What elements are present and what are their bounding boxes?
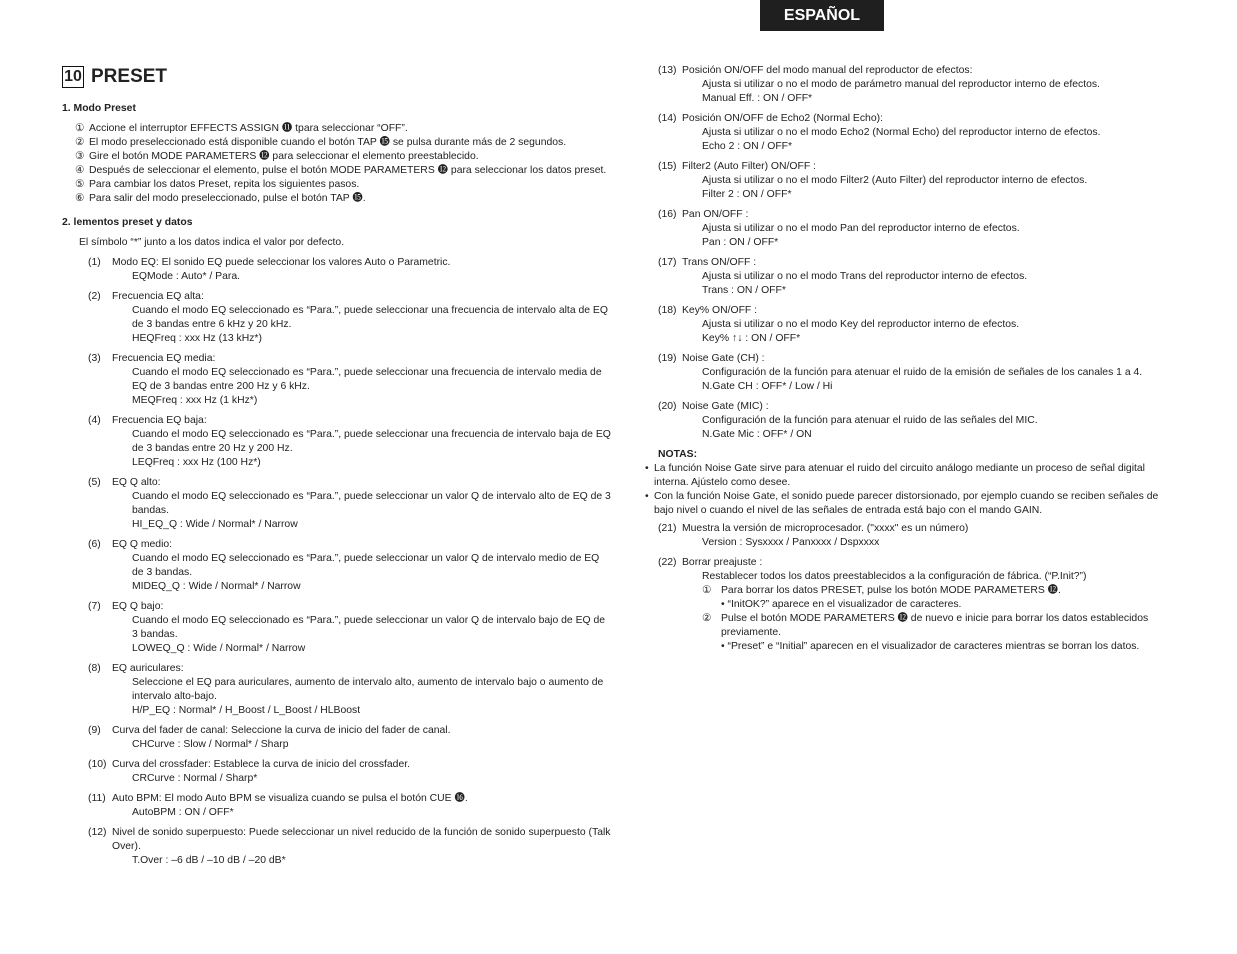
list-item — [658, 522, 1180, 550]
item-value: MIDEQ_Q : Wide / Normal* / Narrow — [132, 581, 301, 592]
step-text: Accione el interruptor EFFECTS ASSIGN ⓫ tpara seleccionar “OFF”. — [89, 123, 408, 134]
item-title: EQ auriculares: — [112, 663, 184, 674]
list-item — [62, 290, 612, 346]
item-number: (16) — [658, 209, 677, 220]
notes-list — [645, 462, 1180, 518]
item-number: (9) — [88, 725, 101, 736]
item-value: AutoBPM : ON / OFF* — [132, 807, 234, 818]
step-text: Para salir del modo preseleccionado, pulse el botón TAP ⓯. — [89, 193, 366, 204]
section-title — [62, 66, 167, 88]
item-value: LOWEQ_Q : Wide / Normal* / Narrow — [132, 643, 306, 654]
list-item — [658, 556, 1180, 654]
item-title: Posición ON/OFF de Echo2 (Normal Echo): — [682, 113, 883, 124]
notes-heading: NOTAS: — [658, 449, 698, 460]
item-value: Trans : ON / OFF* — [702, 285, 786, 296]
item-title: Nivel de sonido superpuesto: Puede seleccionar un nivel reducido de la función de sonido superpuesto (Talk Over). — [112, 827, 611, 852]
note-text: Con la función Noise Gate, el sonido puede parecer distorsionado, por ejemplo cuando se reciben señales de bajo nivel o cuando el nivel de las señales de entrada está bajo con el mando GAIN. — [654, 491, 1159, 516]
list-item — [62, 414, 612, 470]
item-value: Pan : ON / OFF* — [702, 237, 779, 248]
preset-item-list-right — [658, 64, 1180, 442]
step-marker: ② — [75, 137, 85, 148]
item-number: (13) — [658, 65, 677, 76]
item-title: Noise Gate (CH) : — [682, 353, 765, 364]
item-number: (1) — [88, 257, 101, 268]
list-item — [62, 352, 612, 408]
item-value: Manual Eff. : ON / OFF* — [702, 93, 813, 104]
step-marker: ⑥ — [75, 193, 85, 204]
step — [75, 122, 612, 136]
modo-preset-heading: 1. Modo Preset — [62, 103, 136, 114]
item-number: (3) — [88, 353, 101, 364]
item-title: Frecuencia EQ alta: — [112, 291, 204, 302]
sub-bullet — [721, 598, 1061, 612]
item-number: (17) — [658, 257, 677, 268]
item-title: Posición ON/OFF del modo manual del reproductor de efectos: — [682, 65, 973, 76]
item-title: EQ Q alto: — [112, 477, 161, 488]
step — [75, 164, 612, 178]
sub-step — [702, 584, 1180, 612]
list-item — [658, 64, 1180, 106]
item-value: CHCurve : Slow / Normal* / Sharp — [132, 739, 289, 750]
sub-step-text: Pulse el botón MODE PARAMETERS ⓬ de nuevo e inicie para borrar los datos establecidos previamente. — [721, 613, 1149, 638]
item-description: Ajusta si utilizar o no el modo Echo2 (Normal Echo) del reproductor interno de efectos. — [702, 127, 1101, 138]
item-description: Cuando el modo EQ seleccionado es “Para.”, puede seleccionar un valor Q de intervalo bajo de EQ de 3 bandas. — [132, 615, 606, 640]
step-marker: ① — [75, 123, 85, 134]
item-description: Ajusta si utilizar o no el modo de parámetro manual del reproductor interno de efectos. — [702, 79, 1100, 90]
section-number: 10 — [62, 66, 84, 88]
left-column — [62, 102, 612, 874]
item-value: EQMode : Auto* / Para. — [132, 271, 241, 282]
step — [75, 136, 612, 150]
item-value: HI_EQ_Q : Wide / Normal* / Narrow — [132, 519, 298, 530]
item-value: Version : Sysxxxx / Panxxxx / Dspxxxx — [702, 537, 880, 548]
item-number: (6) — [88, 539, 101, 550]
step-marker: ③ — [75, 151, 85, 162]
item-value: HEQFreq : xxx Hz (13 kHz*) — [132, 333, 262, 344]
item-number: (19) — [658, 353, 677, 364]
item-number: (12) — [88, 827, 107, 838]
sub-step — [702, 612, 1180, 654]
list-item — [658, 304, 1180, 346]
bullet-icon: • — [645, 491, 649, 502]
item-title: Noise Gate (MIC) : — [682, 401, 769, 412]
item-title: EQ Q bajo: — [112, 601, 164, 612]
sub-bullet-text: “Preset” e “Initial” aparecen en el visualizador de caracteres mientras se borran los datos. — [727, 641, 1140, 652]
item-number: (15) — [658, 161, 677, 172]
default-symbol-note: El símbolo “*” junto a los datos indica el valor por defecto. — [79, 237, 345, 248]
list-item — [658, 256, 1180, 298]
item-value: LEQFreq : xxx Hz (100 Hz*) — [132, 457, 261, 468]
item-title: Frecuencia EQ media: — [112, 353, 216, 364]
item-description: Ajusta si utilizar o no el modo Trans del reproductor interno de efectos. — [702, 271, 1028, 282]
right-column — [645, 64, 1180, 660]
sub-step-marker: ② — [702, 613, 712, 624]
item-title: Key% ON/OFF : — [682, 305, 758, 316]
list-item — [62, 724, 612, 752]
item-description: Configuración de la función para atenuar el ruido de la emisión de señales de los canales 1 a 4. — [702, 367, 1143, 378]
note-item — [645, 462, 1180, 490]
item-value: H/P_EQ : Normal* / H_Boost / L_Boost / HLBoost — [132, 705, 361, 716]
step-text: El modo preseleccionado está disponible cuando el botón TAP ⓯ se pulsa durante más de 2 segundos. — [89, 137, 567, 148]
item-number: (2) — [88, 291, 101, 302]
item-description: Cuando el modo EQ seleccionado es “Para.”, puede seleccionar una frecuencia de intervalo media de EQ de 3 bandas entre 200 Hz y 6 kHz. — [132, 367, 602, 392]
sub-bullet-text: “InitOK?” aparece en el visualizador de caracteres. — [727, 599, 962, 610]
item-title: Filter2 (Auto Filter) ON/OFF : — [682, 161, 816, 172]
bullet-icon: • — [645, 463, 649, 474]
preset-item-list — [62, 256, 612, 868]
item-value: T.Over : –6 dB / –10 dB / –20 dB* — [132, 855, 286, 866]
item-title: Modo EQ: El sonido EQ puede seleccionar los valores Auto o Parametric. — [112, 257, 451, 268]
list-item — [658, 208, 1180, 250]
list-item — [62, 758, 612, 786]
language-tab: ESPAÑOL — [760, 0, 884, 31]
step-text: Después de seleccionar el elemento, pulse el botón MODE PARAMETERS ⓬ para seleccionar los datos preset. — [89, 165, 607, 176]
item-value: Key% ↑↓ : ON / OFF* — [702, 333, 801, 344]
item-value: N.Gate Mic : OFF* / ON — [702, 429, 812, 440]
item-number: (21) — [658, 523, 677, 534]
item-title: Curva del fader de canal: Seleccione la curva de inicio del fader de canal. — [112, 725, 451, 736]
item-number: (5) — [88, 477, 101, 488]
note-item — [645, 490, 1180, 518]
item-description: Cuando el modo EQ seleccionado es “Para.”, puede seleccionar una frecuencia de intervalo baja de EQ de 3 bandas entre 20 Hz y 200 Hz. — [132, 429, 611, 454]
bullet-icon: • — [721, 599, 728, 610]
list-item — [62, 826, 612, 868]
item-description: Ajusta si utilizar o no el modo Filter2 (Auto Filter) del reproductor interno de efectos. — [702, 175, 1088, 186]
item-number: (4) — [88, 415, 101, 426]
item-description: Cuando el modo EQ seleccionado es “Para.”, puede seleccionar un valor Q de intervalo medio de EQ de 3 bandas. — [132, 553, 600, 578]
item-description: Configuración de la función para atenuar el ruido de las señales del MIC. — [702, 415, 1038, 426]
item-number: (22) — [658, 557, 677, 568]
item-title: EQ Q medio: — [112, 539, 173, 550]
sub-step-marker: ① — [702, 585, 712, 596]
item-value: Filter 2 : ON / OFF* — [702, 189, 792, 200]
item-description: Ajusta si utilizar o no el modo Key del reproductor interno de efectos. — [702, 319, 1020, 330]
sub-step-text: Para borrar los datos PRESET, pulse los botón MODE PARAMETERS ⓬. — [721, 585, 1061, 596]
list-item — [62, 538, 612, 594]
section-title-text: PRESET — [91, 66, 168, 87]
list-item — [658, 112, 1180, 154]
item-description: Cuando el modo EQ seleccionado es “Para.”, puede seleccionar una frecuencia de intervalo alta de EQ de 3 bandas entre 6 kHz y 20 kHz. — [132, 305, 608, 330]
item-number: (7) — [88, 601, 101, 612]
item-number: (10) — [88, 759, 107, 770]
step-text: Gire el botón MODE PARAMETERS ⓬ para seleccionar el elemento preestablecido. — [89, 151, 479, 162]
bullet-icon: • — [721, 641, 728, 652]
step — [75, 178, 612, 192]
list-item — [62, 476, 612, 532]
list-item — [658, 160, 1180, 202]
item-title: Frecuencia EQ baja: — [112, 415, 207, 426]
item-number: (18) — [658, 305, 677, 316]
item-number: (11) — [88, 793, 106, 804]
note-text: La función Noise Gate sirve para atenuar el ruido del circuito análogo mediante un proceso de señal digital interna. Ajústelo como desee. — [654, 463, 1145, 488]
item-description: Restablecer todos los datos preestablecidos a la configuración de fábrica. (“P.Init?”) — [702, 571, 1087, 582]
preset-steps — [62, 122, 612, 206]
item-title: Trans ON/OFF : — [682, 257, 757, 268]
item-value: Echo 2 : ON / OFF* — [702, 141, 793, 152]
item-description: Seleccione el EQ para auriculares, aumento de intervalo alto, aumento de intervalo bajo o aumento de intervalo alto-bajo. — [132, 677, 604, 702]
list-item — [658, 400, 1180, 442]
item-number: (8) — [88, 663, 101, 674]
sub-bullet — [721, 640, 1180, 654]
item-title: Curva del crossfader: Establece la curva de inicio del crossfader. — [112, 759, 411, 770]
item-title: Auto BPM: El modo Auto BPM se visualiza cuando se pulsa el botón CUE ⓰. — [112, 793, 468, 804]
item-value: N.Gate CH : OFF* / Low / Hi — [702, 381, 833, 392]
item-title: Muestra la versión de microprocesador. ("xxxx" es un número) — [682, 523, 969, 534]
step-marker: ⑤ — [75, 179, 85, 190]
list-item — [658, 352, 1180, 394]
item-value: MEQFreq : xxx Hz (1 kHz*) — [132, 395, 258, 406]
step — [75, 192, 612, 206]
list-item — [62, 256, 612, 284]
list-item — [62, 792, 612, 820]
item-description: Cuando el modo EQ seleccionado es “Para.”, puede seleccionar un valor Q de intervalo alto de EQ de 3 bandas. — [132, 491, 611, 516]
step — [75, 150, 612, 164]
item-description: Ajusta si utilizar o no el modo Pan del reproductor interno de efectos. — [702, 223, 1020, 234]
elementos-heading: 2. lementos preset y datos — [62, 217, 193, 228]
item-number: (14) — [658, 113, 677, 124]
item-title: Borrar preajuste : — [682, 557, 763, 568]
step-text: Para cambiar los datos Preset, repita los siguientes pasos. — [89, 179, 360, 190]
item-title: Pan ON/OFF : — [682, 209, 749, 220]
list-item — [62, 600, 612, 656]
step-marker: ④ — [75, 165, 85, 176]
list-item — [62, 662, 612, 718]
item-number: (20) — [658, 401, 677, 412]
item-value: CRCurve : Normal / Sharp* — [132, 773, 258, 784]
